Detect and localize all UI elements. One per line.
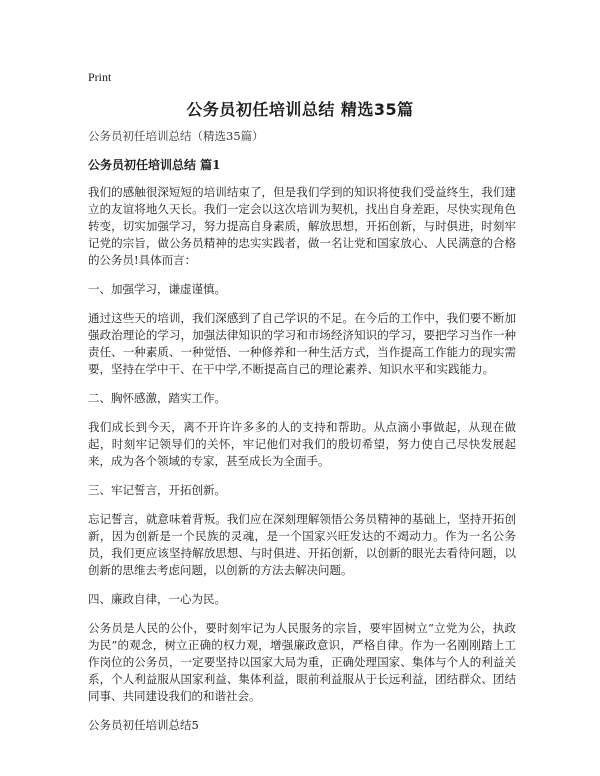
point-heading-3: 三、牢记誓言，开拓创新。 (88, 483, 226, 497)
section-heading: 公务员初任培训总结 篇1 (88, 158, 221, 172)
point-paragraph-3: 忘记誓言，就意味着背叛。我们应在深刻理解领悟公务员精神的基础上，坚持开拓创新，因为创新是一个民族的灵魂，是一个国家兴旺发达的不竭动力。作为一名公务员，我们更应该坚持解放思想、与时俱进、开拓创新，以创新的眼光去看待问题，以创新的思维去考虑问题，以创新的方法去解决问题。 (88, 512, 516, 577)
next-section-heading: 公务员初任培训总结5 (88, 718, 199, 732)
point-paragraph-4: 公务员是人民的公仆，要时刻牢记为人民服务的宗旨，要牢固树立“立党为公，执政为民”的观念，树立正确的权力观，增强廉政意识，严格自律。作为一名刚刚踏上工作岗位的公务员，一定要坚持以国家大局为重，正确处理国家、集体与个人的利益关系，个人利益服从国家利益、集体利益，眼前利益服从于长远利益，团结群众、团结同事、共同建设我们的和谐社会。 (88, 621, 516, 703)
point-heading-1: 一、加强学习，谦虚谨慎。 (88, 282, 226, 296)
point-heading-4: 四、廉政自律，一心为民。 (88, 592, 226, 606)
point-heading-2: 二、胸怀感激，踏实工作。 (88, 391, 226, 405)
print-link[interactable]: Print (88, 70, 112, 84)
page-title: 公务员初任培训总结 精选35篇 (186, 100, 414, 119)
document-body (88, 128, 516, 734)
point-paragraph-1: 通过这些天的培训，我们深感到了自己学识的不足。在今后的工作中，我们要不断加强政治理论的学习，加强法律知识的学习和市场经济知识的学习，要把学习当作一种责任、一种素质、一种觉悟、一种修养和一种生活方式，当作提高工作能力的现实需要，坚持在学中干、在干中学,不断提高自己的理论素养、知识水平和实践能力。 (88, 311, 516, 376)
document-subtitle: 公务员初任培训总结（精选35篇） (88, 129, 264, 143)
point-paragraph-2: 我们成长到今天，离不开许许多多的人的支持和帮助。从点滴小事做起，从现在做起，时刻牢记领导们的关怀，牢记他们对我们的殷切希望，努力使自己尽快发展起来，成为各个领域的专家，甚至成长为全面手。 (88, 420, 516, 468)
intro-paragraph: 我们的感触很深短短的培训结束了，但是我们学到的知识将使我们受益终生，我们建立的友谊将地久天长。我们一定会以这次培训为契机，找出自身差距，尽快实现角色转变，切实加强学习，努力提高自身素质，解放思想，开拓创新，与时俱进，时刻牢记党的宗旨，做公务员精神的忠实实践者，做一名让党和国家放心、人民满意的合格的公务员!具体而言： (88, 185, 516, 267)
